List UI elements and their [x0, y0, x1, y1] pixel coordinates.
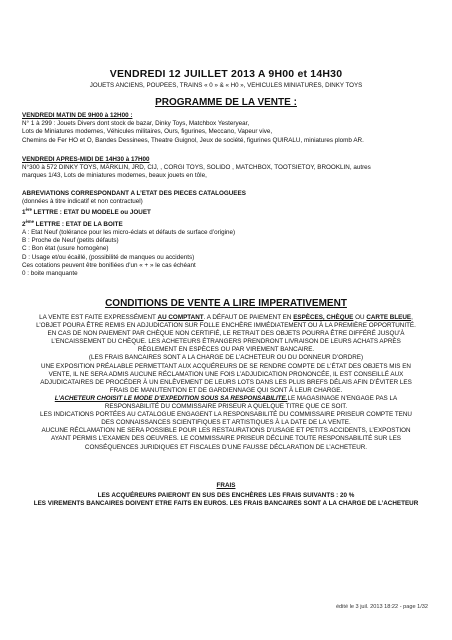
conditions-line: RESPONSABILITÉ DU COMMISSAIRE PRISEUR A QUELQUE TITRE QUE CE SOIT. [104, 403, 348, 411]
code-line: Ces cotations peuvent être bonifiées d’un « + » le cas échéant [22, 261, 196, 269]
frais-section [24, 482, 428, 508]
conditions-line: (LES FRAIS BANCAIRES SONT A LA CHARGE DE L’ACHETEUR OU DU DONNEUR D’ORDRE) [88, 354, 364, 362]
afternoon-section [22, 156, 432, 181]
conditions-line: DES CONNAISSANCES SCIENTIFIQUES ET ARTISTIQUES À LA DATE DE LA VENTE. [101, 419, 351, 427]
conditions-heading: CONDITIONS DE VENTE A LIRE IMPERATIVEMENT [105, 298, 347, 309]
conditions-line: AUCUNE RÉCLAMATION NE SERA POSSIBLE POUR LES RESTAURATIONS D’USAGE ET PETITS ACCIDENTS, L’EXPOSTION [41, 427, 411, 435]
code-line: D : Usage et/ou écaillé, (possibilité de manques ou accidents) [22, 253, 195, 261]
first-letter-line: 1ère LETTRE : ETAT DU MODELE ou JOUET [22, 207, 151, 217]
afternoon-line: marques 1/43, Lots de miniatures modernes, beaux jouets en tôle, [22, 172, 207, 180]
code-line: 0 : boite manquante [22, 270, 78, 278]
conditions-section [24, 314, 428, 452]
conditions-line: UNE EXPOSITION PRÉALABLE PERMETTANT AUX ACQUÉREURS DE SE RENDRE COMPTE DE L’ÉTAT DES OBJETS MIS EN [41, 362, 411, 370]
programme-heading: PROGRAMME DE LA VENTE : [155, 97, 297, 108]
frais-line: LES ACQUÉREURS PAIERONT EN SUS DES ENCHÈRES LES FRAIS SUIVANTS : 20 % [97, 492, 355, 500]
code-line: B : Proche de Neuf (petits défauts) [22, 237, 119, 245]
conditions-line: ADJUDICATAIRES DE PROCÉDER À UN ENLÈVEMENT DE LEURS LOTS DANS LES PLUS BREFS DÉLAIS AFIN D’ÉVITER LES [40, 378, 412, 386]
conditions-line: FRAIS DE MANUTENTION ET DE GARDIENNAGE QUI SONT À LEUR CHARGE. [109, 386, 343, 394]
second-letter-line: 2ème LETTRE : ETAT DE LA BOITE [22, 218, 123, 228]
conditions-line: L’OBJET POURA ÊTRE REMIS EN ADJUDICATION SUR FOLLE ENCHÈRE IMMÉDIATEMENT OU À LA PREMIÈRE OPPORTUNITÉ. [36, 322, 416, 330]
programme-section [22, 112, 432, 145]
abbreviations-note: (données à titre indicatif et non contractuel) [22, 198, 143, 206]
conditions-line: VENTE, IL NE SERA ADMIS AUCUNE RÉCLAMATION UNE FOIS L’ADJUDICATION PRONONCÉE, IL EST CONSEILLÉ AUX [48, 370, 404, 378]
morning-line: Lots de Miniatures modernes, Véhicules militaires, Ours, figurines, Meccano, Vapeur vive, [22, 128, 273, 136]
sale-title: VENDREDI 12 JUILLET 2013 A 9H00 et 14H30 [109, 68, 343, 80]
page-footer: édité le 3 juil. 2013 18:22 - page 1/32 [335, 604, 428, 610]
conditions-line: AYANT PERMIS L’EXAMEN DES OEUVRES. LE COMMISSAIRE PRISEUR DÉCLINE TOUTE RESPONSABILITÉ SUR LES [50, 435, 402, 443]
morning-label: VENDREDI MATIN DE 9H00 à 12H00 : [22, 112, 133, 119]
frais-line: LES VIREMENTS BANCAIRES DOIVENT ETRE FAITS EN EUROS. LES FRAIS BANCAIRES SONT A LA CHARGE DE L’ACHETEUR [33, 500, 419, 508]
conditions-line: RÈGLEMENT EN ESPÈCES OU PAR VIREMENT BANCAIRE. [137, 346, 315, 354]
morning-line: Chemins de Fer HO et O, Bandes Dessinees, Theatre Guignol, Jeux de société, figurines QUIRALU, miniatures plomb AR. [22, 136, 364, 144]
conditions-line: CONSÉQUENCES JURIDIQUES ET FISCALES D’UNE FAUSSE DÉCLARATION DE L’ACHETEUR. [84, 443, 368, 451]
conditions-line: LES INDICATIONS PORTÉES AU CATALOGUE ENGAGENT LA RESPONSABILITÉ DU COMMISSAIRE PRISEUR COMPTE TENU [40, 411, 412, 419]
afternoon-line: N°300 à 572 DINKY TOYS, MÄRKLIN, JRD, CIJ, , CORGI TOYS, SOLIDO , MATCHBOX, TOOTSIETOY, BROOKLIN, autres [22, 164, 371, 172]
abbreviations-heading: ABREVIATIONS CORRESPONDANT A L’ETAT DES PIECES CATALOGUEES [22, 190, 246, 197]
conditions-line: L’ENCAISSEMENT DU CHÈQUE. LES ACHETEURS ÉTRANGERS PRENDRONT LIVRAISON DE LEURS ACHATS APRÈS [51, 338, 401, 346]
code-line: A : Etat Neuf (tolérance pour les micro-éclats et défauts de surface d’origine) [22, 229, 236, 236]
shipping-line: L’ACHETEUR CHOISIT LE MODE D’EXPEDITION SOUS SA RESPONSABILITE.LE MAGASINAGE N’ENGAGE PAS LA [54, 394, 398, 402]
afternoon-label: VENDREDI APRES-MIDI DE 14H30 à 17H00 [22, 156, 150, 163]
morning-line: N° 1 à 299 : Jouets Divers dont stock de bazar, Dinky Toys, Matchbox Yesteryear, [22, 120, 250, 128]
frais-heading: FRAIS [216, 482, 236, 489]
sale-subtitle: JOUETS ANCIENS, POUPEES, TRAINS « 0 » & « H0 », VEHICULES MINIATURES, DINKY TOYS [89, 82, 363, 89]
conditions-line: EN CAS DE NON PAIEMENT PAR CHÈQUE NON CERTIFIÉ, LE RETRAIT DES OBJETS POURRA ÊTRE DIFFÉRÉ JUSQU’À [47, 330, 405, 338]
conditions-para1: LA VENTE EST FAITE EXPRESSÉMENT AU COMPTANT. A DÉFAUT DE PAIEMENT EN ESPÈCES, CHÈQUE OU CARTE BLEUE, [39, 314, 413, 321]
code-line: C : Bon état (usure homogène) [22, 245, 109, 253]
abbreviations-section [22, 190, 432, 278]
